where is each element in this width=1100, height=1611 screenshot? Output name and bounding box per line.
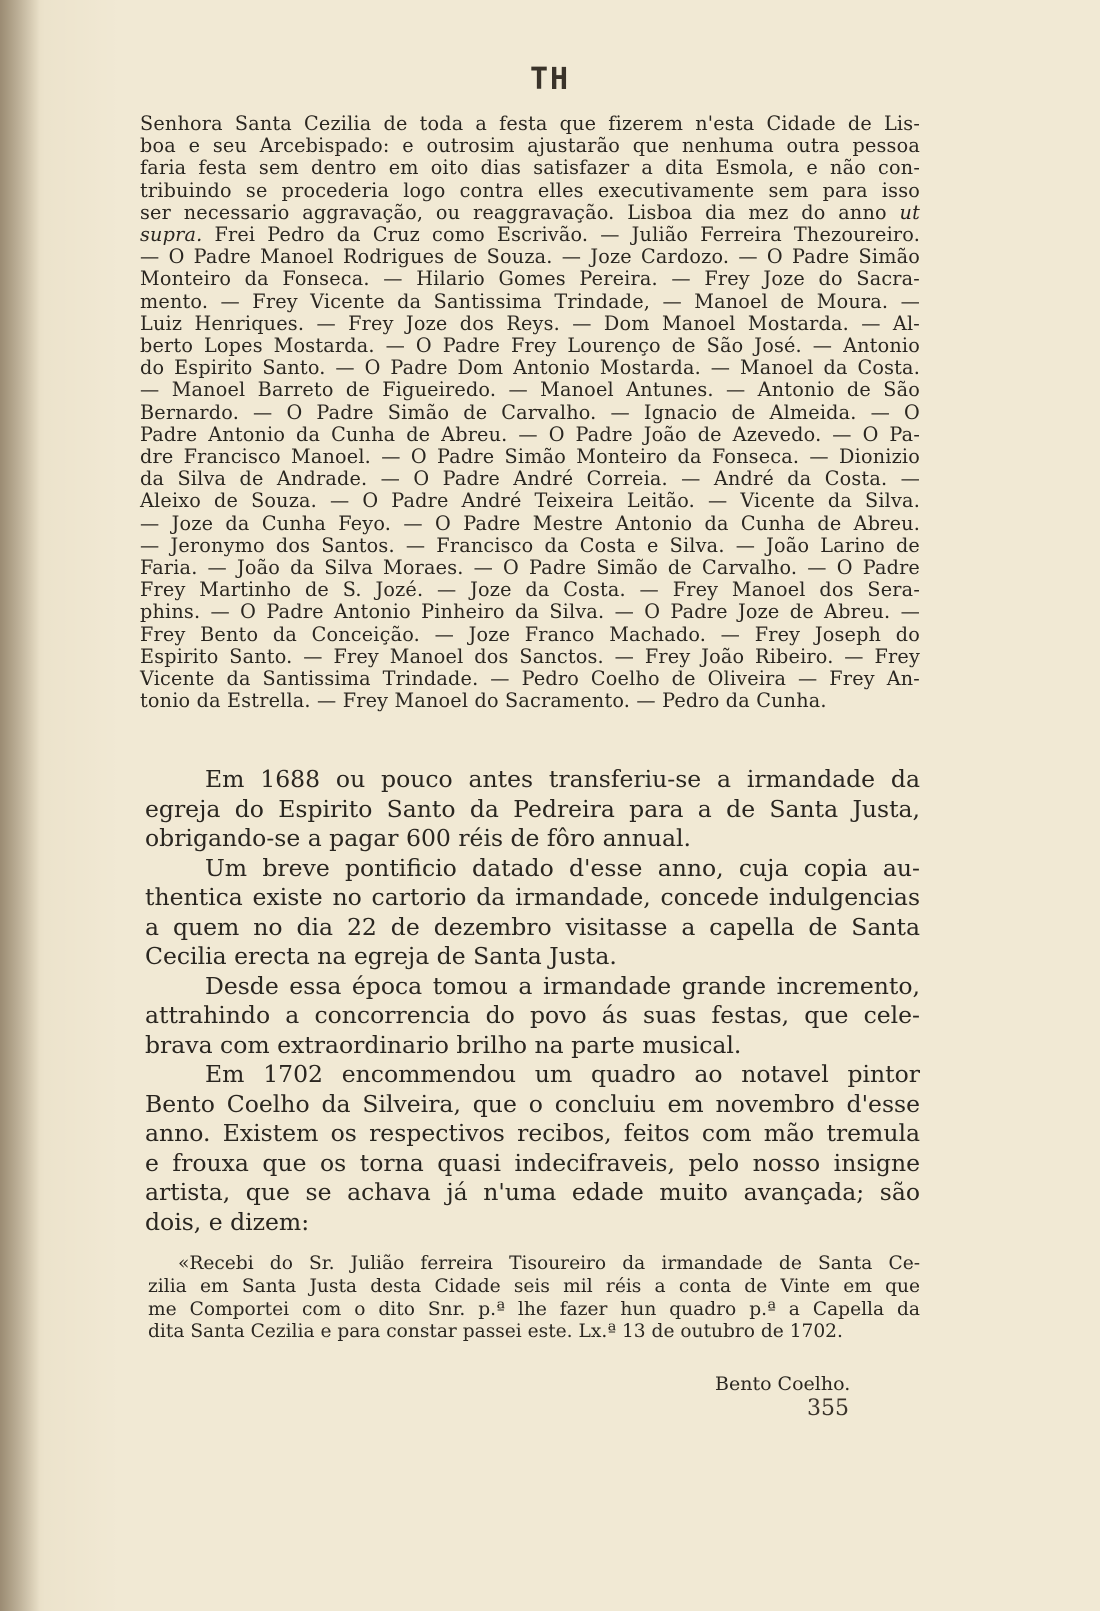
- paragraph-4-line: e frouxa que os torna quasi indecifraveis, pelo nosso insigne: [145, 1148, 920, 1177]
- text-line: Aleixo de Souza. — O Padre André Teixeira Leitão. — Vicente da Silva.: [140, 489, 920, 513]
- paragraph-4-line: Bento Coelho da Silveira, que o concluiu em novembro d'esse: [145, 1089, 920, 1118]
- binding-shadow: [0, 0, 40, 1611]
- text-line: boa e seu Arcebispado: e outrosim ajustarão que nenhuma outra pessoa: [140, 134, 920, 158]
- text-line: — Jeronymo dos Santos. — Francisco da Costa e Silva. — João Larino de: [140, 533, 920, 557]
- text-line: do Espirito Santo. — O Padre Dom Antonio Mostarda. — Manoel da Costa.: [140, 356, 920, 380]
- text-line: — Manoel Barreto de Figueiredo. — Manoel Antunes. — Antonio de São: [140, 378, 920, 402]
- receipt-quotation: [148, 1253, 920, 1344]
- running-head-mark: TH: [529, 62, 571, 97]
- page-number: 355: [807, 1396, 849, 1421]
- text-line: dre Francisco Manoel. — O Padre Simão Monteiro da Fonseca. — Dionizio: [140, 445, 920, 469]
- text-line: tribuindo se procederia logo contra elles executivamente sem para isso: [140, 178, 920, 202]
- text-line: mento. — Frey Vicente da Santissima Trindade, — Manoel de Moura. —: [140, 289, 920, 313]
- paragraph-2-line: Um breve pontificio datado d'esse anno, cuja copia au-: [205, 853, 920, 882]
- paragraph-2-line: Cecilia erecta na egreja de Santa Justa.: [145, 942, 617, 970]
- text-line: phins. — O Padre Antonio Pinheiro da Silva. — O Padre Joze de Abreu. —: [140, 600, 920, 624]
- paragraph-2-line: a quem no dia 22 de dezembro visitasse a capella de Santa: [145, 912, 920, 941]
- quote-line: dita Santa Cezilia e para constar passei este. Lx.ª 13 de outubro de 1702.: [148, 1321, 843, 1343]
- quote-line: zilia em Santa Justa desta Cidade seis mil réis a conta de Vinte em que: [148, 1275, 920, 1297]
- text-line: Senhora Santa Cezilia de toda a festa que fizerem n'esta Cidade de Lis-: [140, 112, 920, 135]
- text-line: Padre Antonio da Cunha de Abreu. — O Padre João de Azevedo. — O Pa-: [140, 422, 920, 446]
- paragraph-4-line: artista, que se achava já n'uma edade muito avançada; são: [145, 1178, 920, 1206]
- text-segment: ser necessario aggravação, ou reaggravação. Lisboa dia mez do anno: [140, 200, 887, 224]
- text-line: Faria. — João da Silva Moraes. — O Padre Simão de Carvalho. — O Padre: [140, 556, 920, 580]
- text-line-with-italic: [140, 202, 920, 224]
- text-line: Vicente da Santissima Trindade. — Pedro Coelho de Oliveira — Frey An-: [140, 667, 920, 691]
- text-line: da Silva de Andrade. — O Padre André Correia. — André da Costa. —: [140, 467, 920, 491]
- italic-word-supra: supra.: [140, 223, 203, 247]
- text-line: — Joze da Cunha Feyo. — O Padre Mestre Antonio da Cunha de Abreu.: [140, 511, 920, 535]
- text-segment: Frei Pedro da Cruz como Escrivão. — Julião Ferreira Thezoureiro.: [202, 223, 920, 247]
- quote-line: «Recebi do Sr. Julião ferreira Tisoureiro da irmandade de Santa Ce-: [178, 1253, 920, 1274]
- text-line: berto Lopes Mostarda. — O Padre Frey Lourenço de São José. — Antonio: [140, 334, 920, 358]
- paragraph-1-line: Em 1688 ou pouco antes transferiu-se a irmandade da: [205, 765, 920, 793]
- text-line: Monteiro da Fonseca. — Hilario Gomes Pereira. — Frey Joze do Sacra-: [140, 267, 920, 291]
- paragraph-2-line: thentica existe no cartorio da irmandade, concede indulgencias: [145, 883, 920, 911]
- text-line: tonio da Estrella. — Frey Manoel do Sacramento. — Pedro da Cunha.: [140, 689, 827, 713]
- paragraph-3-line: attrahindo a concorrencia do povo ás suas festas, que cele-: [145, 1001, 920, 1029]
- main-text: [145, 765, 920, 1237]
- paragraph-3-line: brava com extraordinario brilho na parte musical.: [145, 1030, 742, 1059]
- paragraph-1-line: egreja do Espirito Santo da Pedreira para a de Santa Justa,: [145, 794, 920, 823]
- text-line: — O Padre Manoel Rodrigues de Souza. — Joze Cardozo. — O Padre Simão: [140, 245, 920, 269]
- italic-word: ut: [899, 200, 920, 224]
- paragraph-3-line: Desde essa época tomou a irmandade grande incremento,: [205, 971, 920, 1000]
- paragraph-4-line: Em 1702 encommendou um quadro ao notavel pintor: [205, 1060, 920, 1088]
- text-line: [140, 224, 920, 246]
- text-line: Espirito Santo. — Frey Manoel dos Sanctos. — Frey João Ribeiro. — Frey: [140, 644, 920, 668]
- text-line: Frey Martinho de S. Jozé. — Joze da Costa. — Frey Manoel dos Sera-: [140, 578, 920, 602]
- paragraph-1-line: obrigando-se a pagar 600 réis de fôro annual.: [145, 824, 692, 852]
- list-of-signatories: [140, 113, 920, 712]
- text-line: Bernardo. — O Padre Simão de Carvalho. — Ignacio de Almeida. — O: [140, 400, 920, 424]
- quote-signature: Bento Coelho.: [715, 1373, 851, 1395]
- quote-line: me Comportei com o dito Snr. p.ª lhe fazer hun quadro p.ª a Capella da: [148, 1298, 920, 1320]
- text-line: Luiz Henriques. — Frey Joze dos Reys. — Dom Manoel Mostarda. — Al-: [140, 311, 920, 335]
- text-line: Frey Bento da Conceição. — Joze Franco Machado. — Frey Joseph do: [140, 622, 920, 646]
- paragraph-4-line: dois, e dizem:: [145, 1207, 310, 1236]
- paragraph-4-line: anno. Existem os respectivos recibos, feitos com mão tremula: [145, 1119, 920, 1147]
- text-line: faria festa sem dentro em oito dias satisfazer a dita Esmola, e não con-: [140, 156, 920, 180]
